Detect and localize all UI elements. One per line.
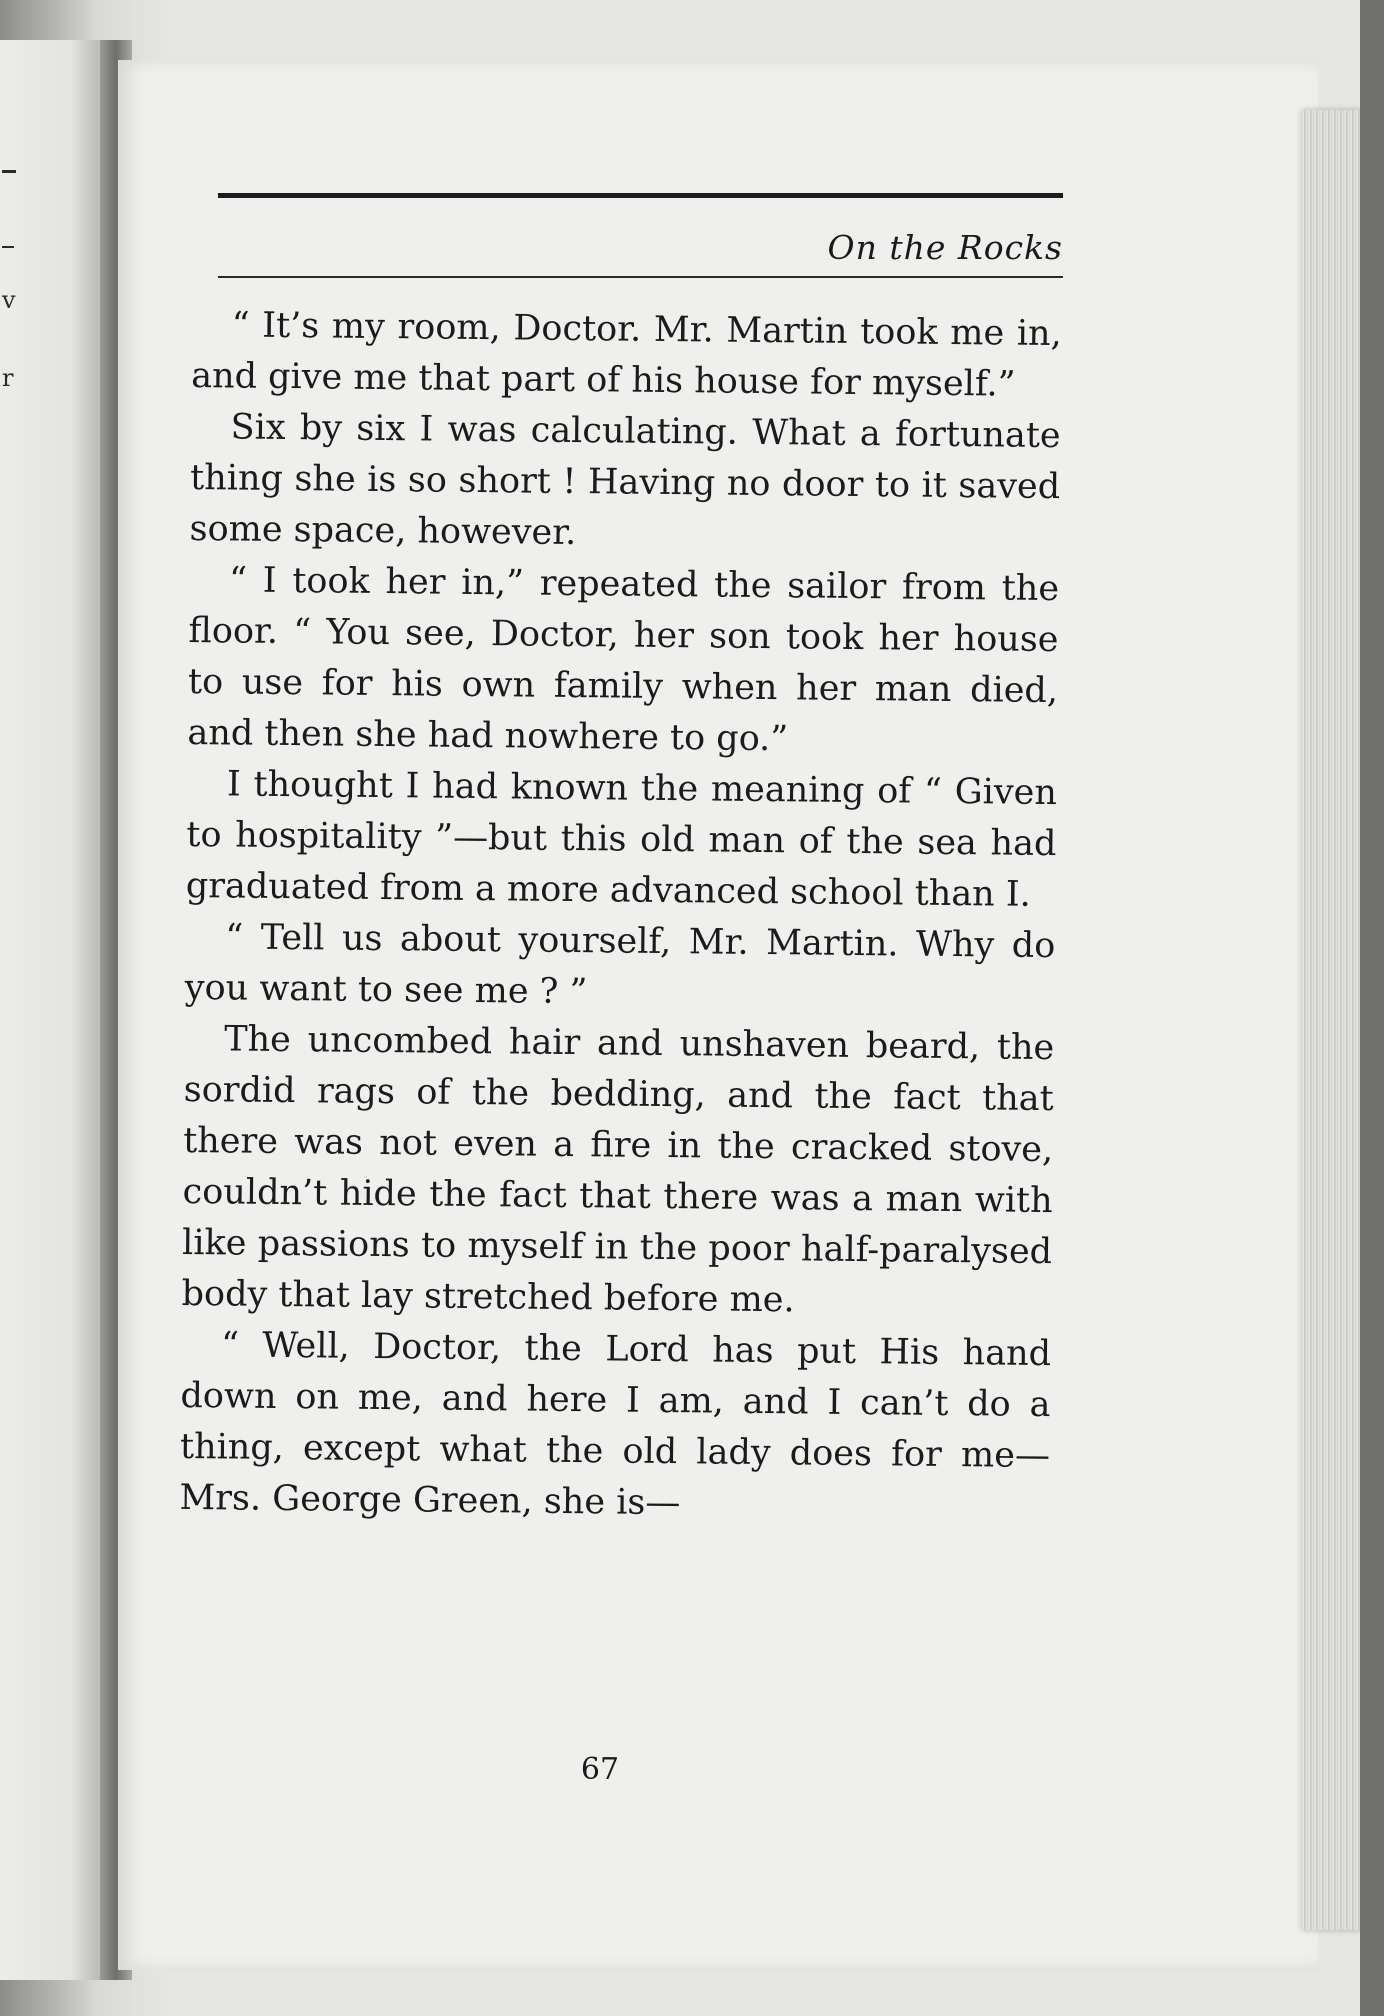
header-rule-thin [218, 276, 1063, 278]
paragraph: The uncombed hair and unshaven beard, the sordid rags of the bedding, and the fact that there was not even a fire in the cracked stove, couldn’t hide the fact that there was a man with like passions to myself in the poor half-paralysed body that lay stretched before me. [181, 1019, 1055, 1321]
paragraph: Six by six I was calculating. What a fortunate thing she is so short ! Having no door to it saved some space, however. [189, 407, 1061, 554]
running-head: On the Rocks [827, 228, 1063, 267]
paragraph: “ It’s my room, Doctor. Mr. Martin took me in, and give me that part of his house for myself.” [190, 305, 1062, 405]
left-page-fragment: v [2, 286, 16, 314]
paragraph: I thought I had known the meaning of “ Given to hospitality ”—but this old man of the sea had graduated from a more advanced school than I. [185, 764, 1058, 915]
background-edge [1360, 0, 1384, 2016]
left-page-rule-mark [2, 246, 14, 248]
body-text [179, 300, 1062, 1533]
header-rule-thick [218, 193, 1063, 198]
paragraph: “ I took her in,” repeated the sailor from the floor. “ You see, Doctor, her son took her house to use for his own family when her man died, and then she had nowhere to go.” [187, 560, 1060, 760]
page-number: 67 [580, 1752, 620, 1787]
paragraph: “ Well, Doctor, the Lord has put His hand down on me, and here I am, and I can’t do a thing, except what the old lady does for me—Mrs. George Green, she is— [179, 1325, 1052, 1524]
page-edges [1300, 110, 1360, 1930]
left-page-fragment: r [2, 364, 14, 392]
left-page-rule-mark [2, 170, 16, 173]
paragraph: “ Tell us about yourself, Mr. Martin. Why do you want to see me ? ” [184, 917, 1056, 1013]
